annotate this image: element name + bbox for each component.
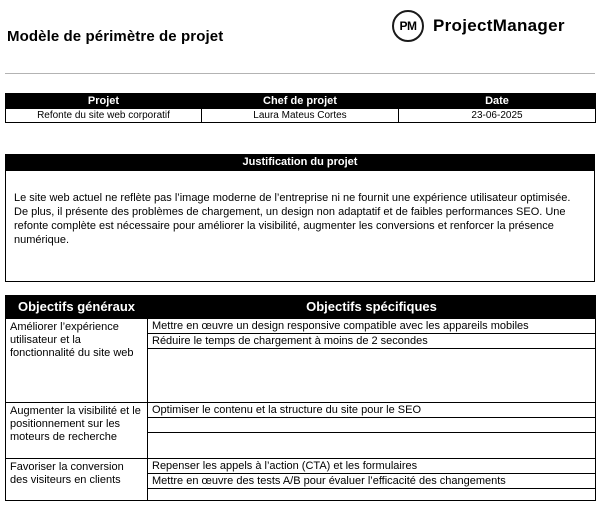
specific-objective: Mettre en œuvre des tests A/B pour évaluer l’efficacité des changements: [148, 474, 596, 489]
logo: [392, 10, 565, 42]
general-objective-3: Favoriser la conversion des visiteurs en clients: [6, 459, 148, 501]
general-objectives-header: Objectifs généraux: [6, 296, 148, 319]
specific-objective: [148, 489, 596, 501]
manager-header: Chef de projet: [202, 94, 399, 109]
table-row: [6, 459, 596, 474]
project-info-header-row: [6, 94, 596, 109]
logo-text: ProjectManager: [433, 16, 565, 35]
specific-objectives-header: Objectifs spécifiques: [148, 296, 596, 319]
project-header: Projet: [6, 94, 202, 109]
header-divider: [5, 73, 595, 74]
project-info-table: [5, 93, 596, 123]
specific-objective: Réduire le temps de chargement à moins de 2 secondes: [148, 334, 596, 349]
specific-objective: Repenser les appels à l’action (CTA) et les formulaires: [148, 459, 596, 474]
table-row: [6, 403, 596, 418]
project-name-cell: Refonte du site web corporatif: [6, 109, 202, 123]
specific-objective: Optimiser le contenu et la structure du site pour le SEO: [148, 403, 596, 418]
objectives-header-row: [6, 296, 596, 319]
general-objective-1: Améliorer l’expérience utilisateur et la fonctionnalité du site web: [6, 319, 148, 403]
justification-heading: Justification du projet: [6, 155, 595, 171]
general-objective-2: Augmenter la visibilité et le positionnement sur les moteurs de recherche: [6, 403, 148, 459]
pm-logo-icon: PM: [392, 10, 424, 42]
justification-text: Le site web actuel ne reflète pas l’image moderne de l’entreprise ni ne fournit une expérience utilisateur optimisée. De plus, il présente des problèmes de chargement, un design non adaptatif et de faibles performances SEO. Une refonte complète est nécessaire pour améliorer la visibilité, augmenter les conversions et renforcer la présence numérique.: [6, 171, 595, 282]
specific-objective: [148, 433, 596, 459]
project-manager-cell: Laura Mateus Cortes: [202, 109, 399, 123]
table-row: [6, 319, 596, 334]
project-info-value-row: [6, 109, 596, 123]
page-title: Modèle de périmètre de projet: [7, 28, 224, 45]
project-date-cell: 23-06-2025: [399, 109, 596, 123]
specific-objective: [148, 349, 596, 403]
objectives-table: [5, 295, 596, 501]
specific-objective: Mettre en œuvre un design responsive compatible avec les appareils mobiles: [148, 319, 596, 334]
justification-table: [5, 154, 595, 282]
date-header: Date: [399, 94, 596, 109]
specific-objective: [148, 418, 596, 433]
